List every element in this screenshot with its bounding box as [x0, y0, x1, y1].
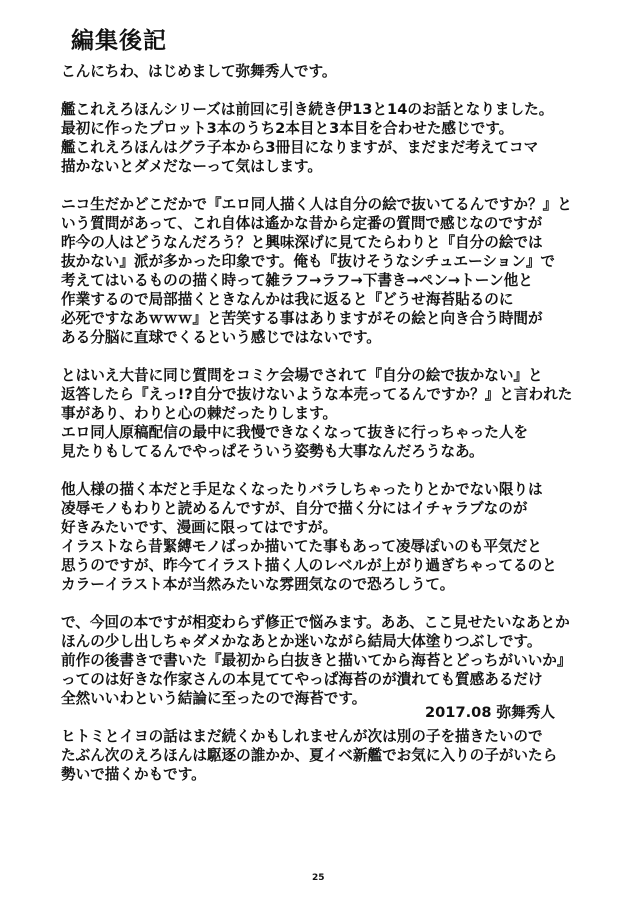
text-line: 勢いで描くかもです。	[61, 766, 206, 783]
text-line: カラーイラスト本が当然みたいな雰囲気なので恐ろしうて。	[61, 576, 455, 593]
text-line: 全然いいわという結論に至ったので海苔です。	[61, 690, 367, 707]
paragraph	[61, 613, 581, 708]
text-line: たぶん次のえろほんは駆逐の誰かか、夏イベ新艦でお気に入りの子がいたら	[61, 747, 558, 764]
text-line: イラストなら昔緊縛モノばっか描いてた事もあって凌辱ぽいのも平気だと	[61, 538, 542, 555]
text-line: ある分脳に直球でくるという感じではないです。	[61, 329, 381, 346]
text-line: 前作の後書きで書いた『最初から白抜きと描いてから海苔とどっちがいいか』	[61, 652, 572, 669]
page-title: 編集後記	[71, 28, 167, 54]
paragraph	[61, 195, 581, 347]
text-line: こんにちわ、はじめまして弥舞秀人です。	[61, 63, 337, 80]
text-line: 昨今の人はどうなんだろう？と興味深げに見てたらわりと『自分の絵では	[61, 234, 543, 251]
text-line: エロ同人原稿配信の最中に我慢できなくなって抜きに行っちゃった人を	[61, 424, 529, 441]
text-line: 事があり、わりと心の棘だったりします。	[61, 405, 338, 422]
text-line: で、今回の本ですが相変わらず修正で悩みます。ああ、ここ見せたいなあとか	[61, 614, 570, 631]
paragraph	[61, 366, 581, 461]
paragraph	[61, 100, 581, 176]
paragraph	[61, 727, 581, 784]
text-line: 艦これえろほんはグラ子本から3冊目になりますが、まだまだ考えてコマ	[61, 139, 539, 156]
text-line: ってのは好きな作家さんの本見ててやっぱ海苔のが潰れても質感あるだけ	[61, 671, 543, 688]
signature: 2017.08 弥舞秀人	[425, 704, 555, 721]
text-line: 見たりもしてるんでやっぱそういう姿勢も大事なんだろうなあ。	[61, 443, 484, 460]
text-line: 艦これえろほんシリーズは前回に引き続き伊13と14のお話となりました。	[61, 101, 554, 118]
text-line: 凌辱モノもわりと読めるんですが、自分で描く分にはイチャラブなのが	[61, 500, 528, 517]
text-line: 返答したら『えっ!?自分で抜けないような本売ってるんですか？』と言われた	[61, 386, 573, 403]
text-line: 描かないとダメだなーって気はします。	[61, 158, 322, 175]
text-line: ニコ生だかどこだかで『エロ同人描く人は自分の絵で抜いてるんですか？』と	[61, 196, 572, 213]
text-line: 好きみたいです、漫画に限ってはですが。	[61, 519, 338, 536]
text-line: 思うのですが、昨今てイラスト描く人のレベルが上がり過ぎちゃってるのと	[61, 557, 557, 574]
text-line: とはいえ大昔に同じ質問をコミケ会場でされて『自分の絵で抜かない』と	[61, 367, 543, 384]
text-line: ヒトミとイヨの話はまだ続くかもしれませんが次は別の子を描きたいので	[61, 728, 543, 745]
paragraph	[61, 62, 581, 81]
text-line: 考えてはいるものの描く時って雑ラフ→ラフ→下書き→ペン→トーン他と	[61, 272, 533, 289]
text-line: 最初に作ったプロット3本のうち2本目と3本目を合わせた感じです。	[61, 120, 514, 137]
paragraph	[61, 480, 581, 594]
text-line: 作業するので局部描くときなんかは我に返ると『どうせ海苔貼るのに	[61, 291, 514, 308]
text-line: ほんの少し出しちゃダメかなあとか迷いながら結局大体塗りつぶしです。	[61, 633, 542, 650]
text-line: いう質問があって、これ自体は遙かな昔から定番の質問で感じなのですが	[61, 215, 543, 232]
text-line: 他人様の描く本だと手足なくなったりバラしちゃったりとかでない限りは	[61, 481, 543, 498]
text-line: 抜かない』派が多かった印象です。俺も『抜けそうなシチュエーション』で	[61, 253, 556, 270]
afterword-body	[61, 62, 581, 803]
page-number: 25	[312, 873, 325, 883]
text-line: 必死ですなあｗｗｗ』と苦笑する事はありますがその絵と向き合う時間が	[61, 310, 543, 327]
